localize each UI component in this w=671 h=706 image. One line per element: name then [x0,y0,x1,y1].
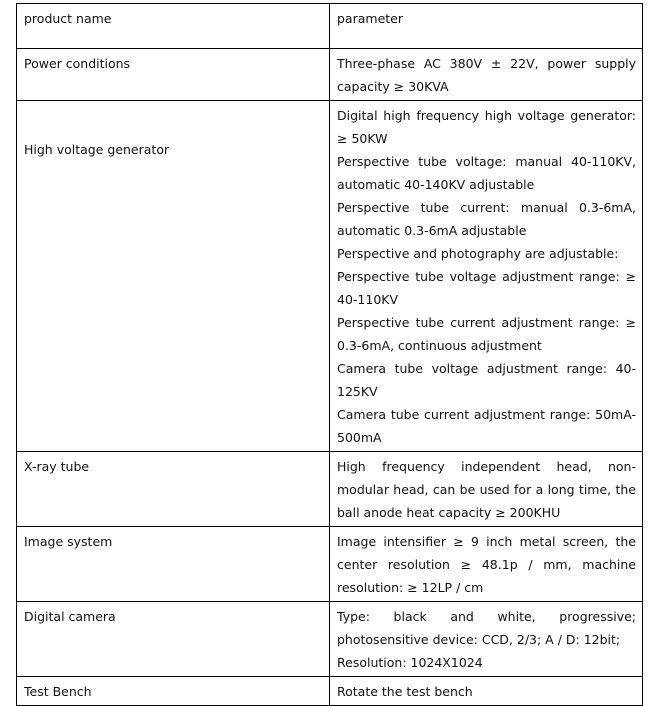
table-row-digital-camera [17,602,643,677]
row-value [330,602,643,677]
spec-table [16,3,643,706]
table-row-high-voltage-generator [17,101,643,452]
table-row-x-ray-tube [17,452,643,527]
param-line: Three-phase AC 380V ± 22V, power supply capacity ≥ 30KVA [337,56,636,94]
row-label: X-ray tube [17,452,330,527]
row-value [330,677,643,706]
param-line: Resolution: 1024X1024 [337,655,483,670]
param-line: Rotate the test bench [337,684,473,699]
param-line: Image intensifier ≥ 9 inch metal screen, the center resolution ≥ 48.1p / mm, machine resolution: ≥ 12LP / cm [337,534,636,595]
table-row-power-conditions [17,49,643,101]
param-line: Digital high frequency high voltage generator: ≥ 50KW [337,108,636,146]
row-label [17,101,330,452]
table-header-row [17,4,643,49]
param-line: Perspective tube current: manual 0.3-6mA, automatic 0.3-6mA adjustable [337,200,636,238]
row-value [330,101,643,452]
param-line: High frequency independent head, non-modular head, can be used for a long time, the ball anode heat capacity ≥ 200KHU [337,459,636,520]
row-value [330,527,643,602]
param-line: Perspective and photography are adjustable: [337,246,619,261]
row-label: Test Bench [17,677,330,706]
table-row-image-system [17,527,643,602]
row-value [330,452,643,527]
row-label-text: High voltage generator [24,142,170,157]
row-label: Power conditions [17,49,330,101]
param-line: Camera tube current adjustment range: 50mA-500mA [337,407,636,445]
param-line: Type: black and white, progressive; photosensitive device: CCD, 2/3; A / D: 12bit; [337,609,636,647]
param-line: Camera tube voltage adjustment range: 40-125KV [337,361,636,399]
row-value [330,49,643,101]
header-parameter: parameter [330,4,643,49]
param-line: Perspective tube voltage adjustment range: ≥ 40-110KV [337,269,636,307]
param-line: Perspective tube current adjustment range: ≥ 0.3-6mA, continuous adjustment [337,315,636,353]
header-product-name: product name [17,4,330,49]
row-label: Image system [17,527,330,602]
row-label: Digital camera [17,602,330,677]
param-line: Perspective tube voltage: manual 40-110KV, automatic 40-140KV adjustable [337,154,636,192]
table-row-test-bench [17,677,643,706]
